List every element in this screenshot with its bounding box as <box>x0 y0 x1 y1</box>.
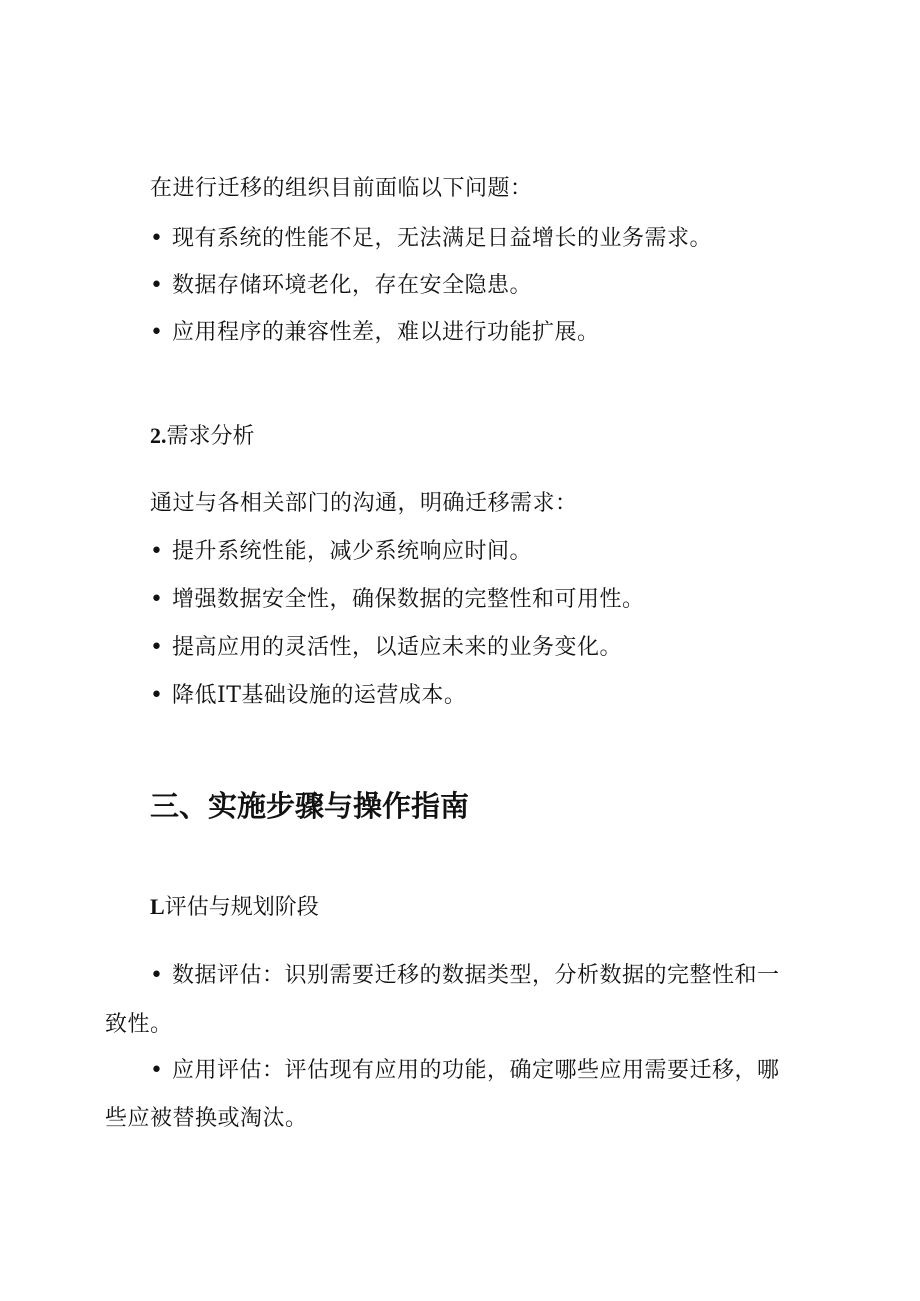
list-item <box>150 224 712 254</box>
list-item <box>150 1056 780 1086</box>
bullet-icon: • <box>150 963 164 988</box>
heading-text: 需求分析 <box>166 424 255 449</box>
list-item-text: 提升系统性能，减少系统响应时间。 <box>172 539 533 564</box>
bullet-icon: • <box>150 539 164 564</box>
list-item-text: 增强数据安全性，确保数据的完整性和可用性。 <box>172 587 645 612</box>
list-item-text: 降低IT基础设施的运营成本。 <box>172 683 467 708</box>
heading-number: L <box>150 894 165 919</box>
list-item-text: 提高应用的灵活性，以适应未来的业务变化。 <box>172 635 623 660</box>
requirements-intro: 通过与各相关部门的沟通，明确迁移需求： <box>150 491 578 516</box>
bullet-icon: • <box>150 635 164 660</box>
bullet-icon: • <box>150 1058 164 1083</box>
bullet-icon: • <box>150 226 164 251</box>
heading-number: 2. <box>150 423 167 448</box>
list-item-text: 应用评估：评估现有应用的功能，确定哪些应用需要迁移，哪 <box>172 1058 780 1083</box>
list-item <box>150 961 780 991</box>
list-item <box>150 681 466 711</box>
list-item-continuation: 些应被替换或淘汰。 <box>105 1106 308 1131</box>
bullet-icon: • <box>150 320 164 345</box>
bullet-icon: • <box>150 273 164 298</box>
list-item <box>150 537 532 567</box>
list-item <box>150 633 622 663</box>
list-item <box>150 271 532 301</box>
problems-intro: 在进行迁移的组织目前面临以下问题： <box>150 176 533 201</box>
requirements-heading <box>150 421 255 452</box>
phase-heading <box>150 892 319 923</box>
list-item-continuation: 致性。 <box>105 1012 173 1037</box>
bullet-icon: • <box>150 683 164 708</box>
list-item-text: 数据评估：识别需要迁移的数据类型，分析数据的完整性和一 <box>172 963 780 988</box>
heading-text: 评估与规划阶段 <box>164 895 319 920</box>
list-item <box>150 585 645 615</box>
list-item-text: 数据存储环境老化，存在安全隐患。 <box>172 273 533 298</box>
section-heading: 三、实施步骤与操作指南 <box>150 789 470 823</box>
bullet-icon: • <box>150 587 164 612</box>
list-item <box>150 318 600 348</box>
list-item-text: 应用程序的兼容性差，难以进行功能扩展。 <box>172 320 600 345</box>
list-item-text: 现有系统的性能不足，无法满足日益增长的业务需求。 <box>172 226 713 251</box>
